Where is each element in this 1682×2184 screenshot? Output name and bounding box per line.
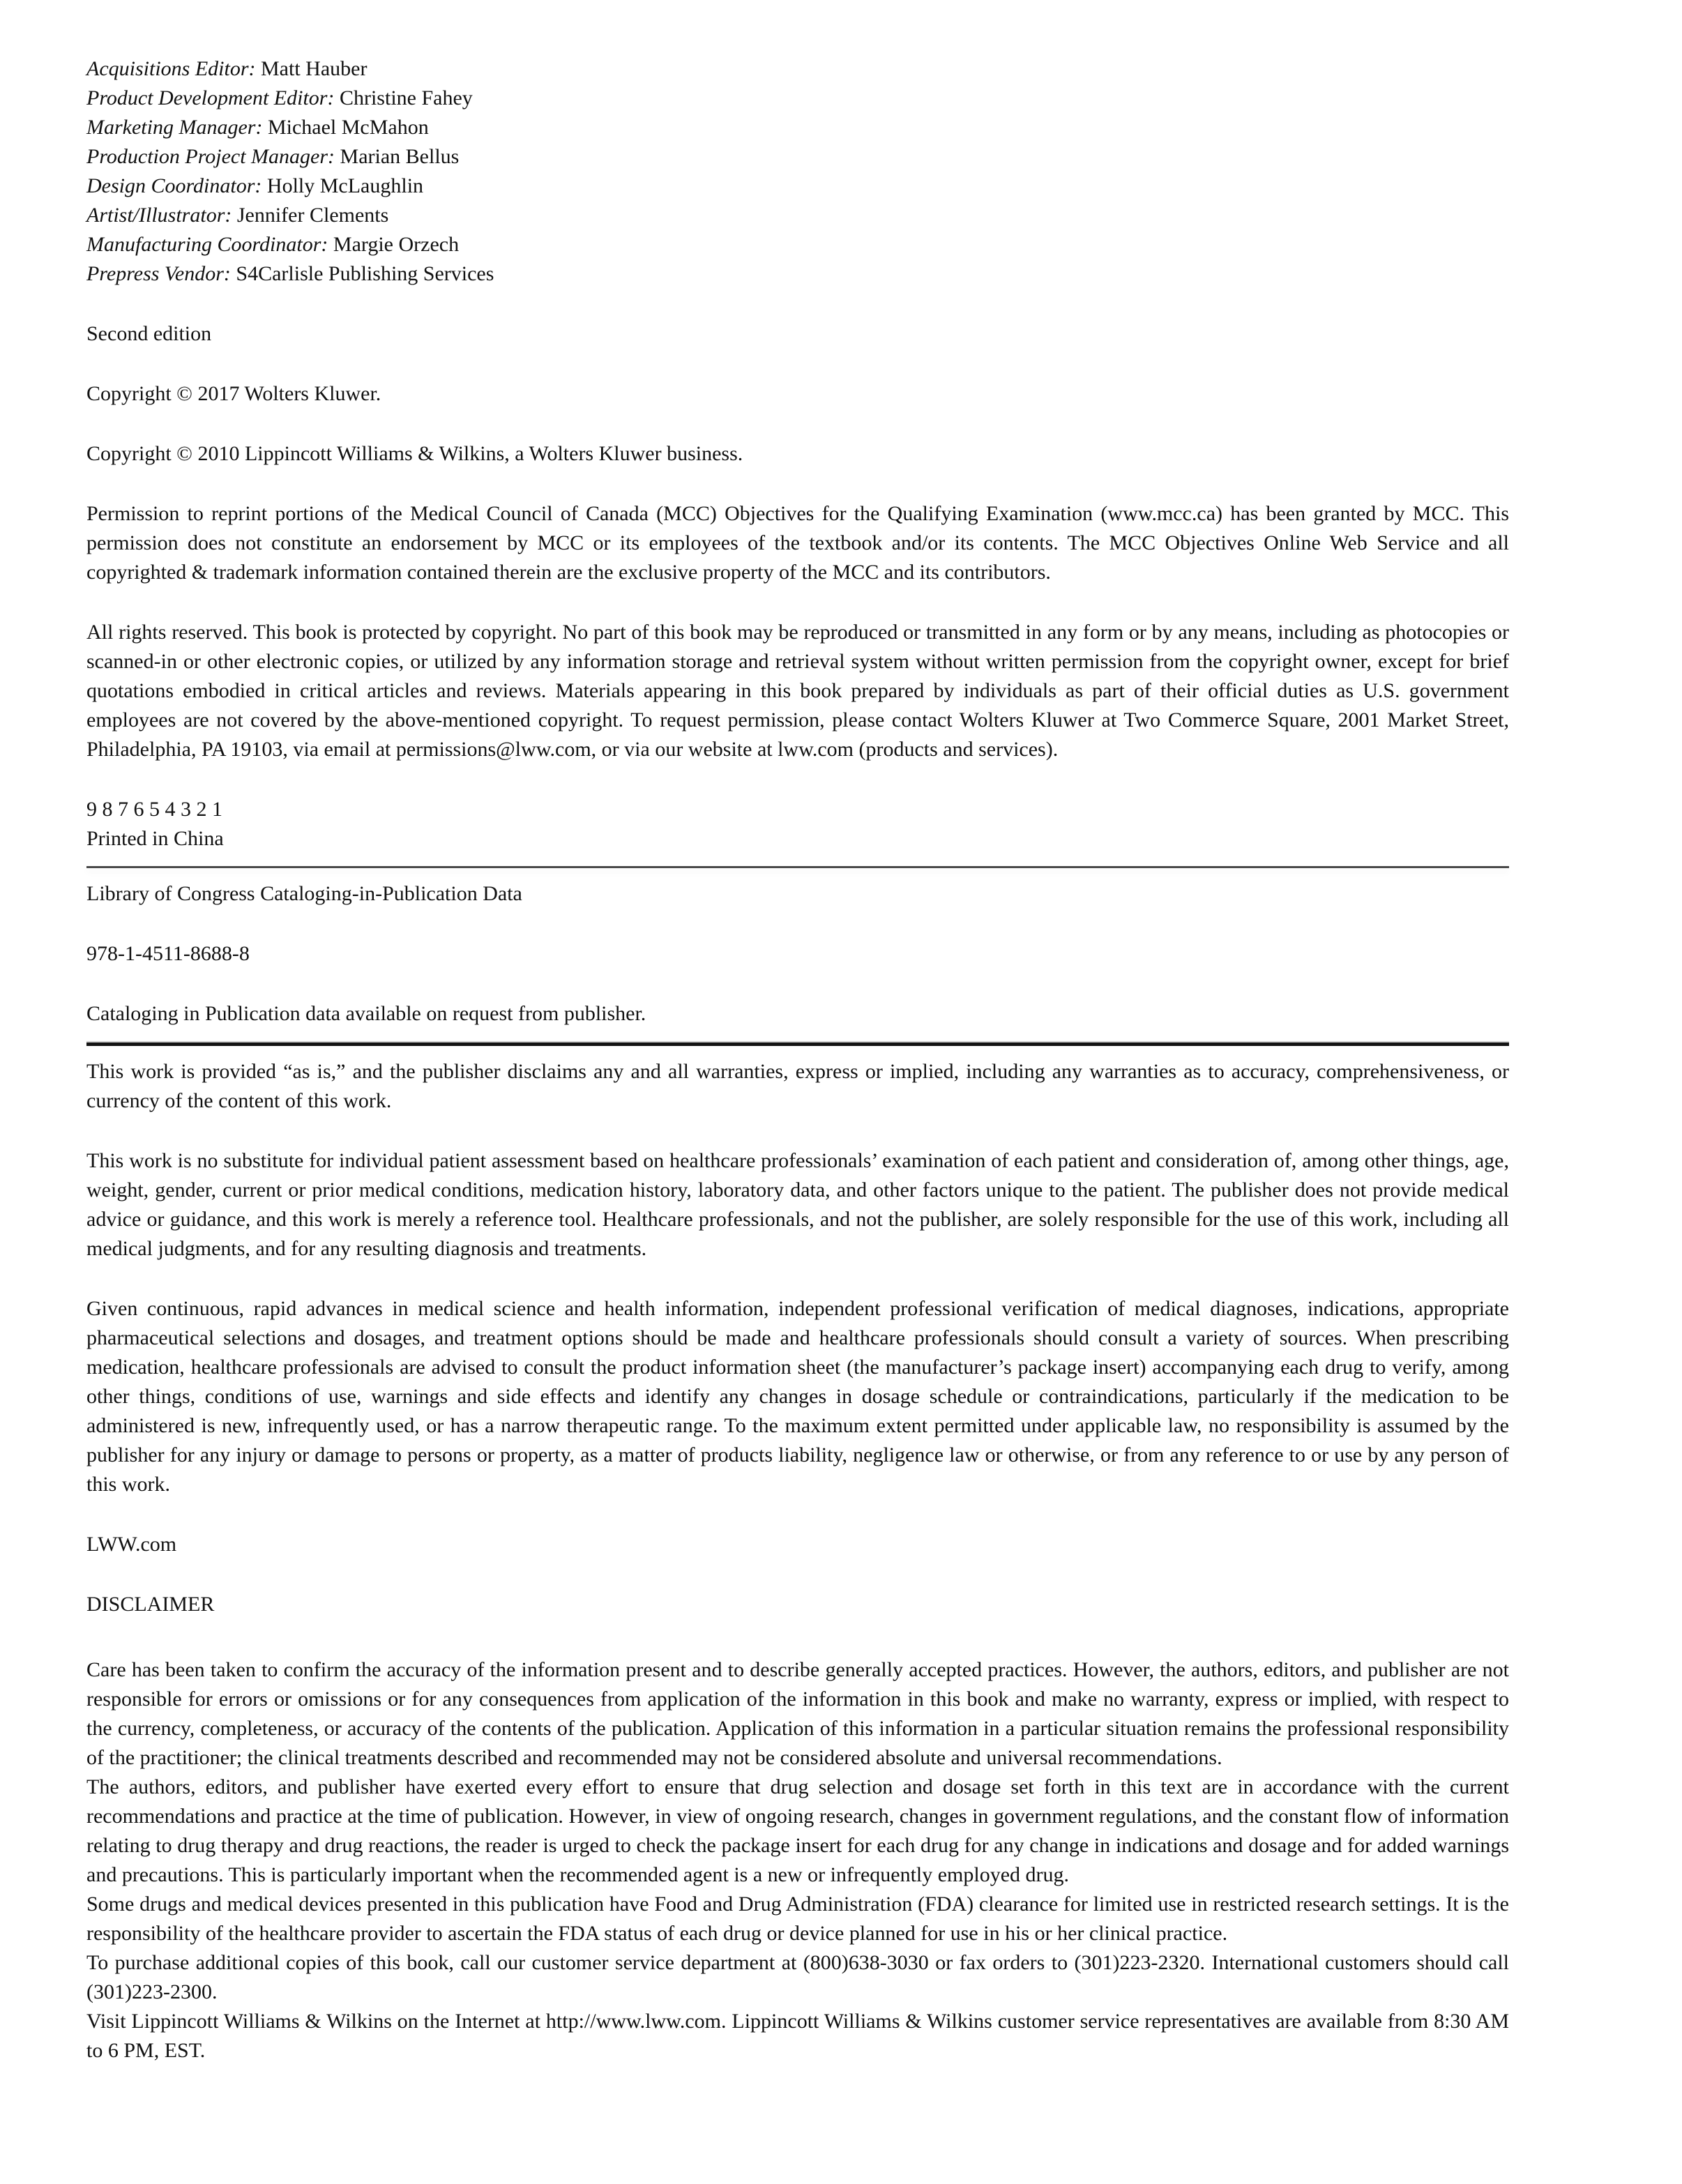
credit-label: Design Coordinator: [86, 174, 262, 197]
copyright-2010-line: Copyright © 2010 Lippincott Williams & Wilkins, a Wolters Kluwer business. [86, 442, 743, 465]
credit-label: Prepress Vendor: [86, 262, 231, 285]
copyright-2017-line: Copyright © 2017 Wolters Kluwer. [86, 382, 381, 405]
disclaimer-paragraph-accuracy: Care has been taken to confirm the accuracy of the information present and to describe generally accepted practices. However, the authors, editors, and publisher are not responsible for errors or omissions or for any consequences from application of the information in this book and make no warranty, express or implied, with respect to the currency, completeness, or accuracy of the contents of the publication. Application of this information in a particular situation remains the professional responsibility of the practitioner; the clinical treatments described and recommended may not be considered absolute and universal recommendations. [86, 1658, 1509, 1769]
lww-site-line: LWW.com [86, 1533, 177, 1556]
disclaimer-paragraph-purchase: To purchase additional copies of this book, call our customer service department at (800)638-3030 or fax orders to (301)223-2320. International customers should call (301)223-2300. [86, 1951, 1509, 2003]
credit-value: Jennifer Clements [236, 204, 389, 227]
disclaimer-body [86, 1655, 1509, 2065]
credit-label: Marketing Manager: [86, 116, 263, 139]
printing-block [86, 795, 1509, 854]
credit-line-prepress-vendor [86, 259, 1509, 289]
credit-line-manufacturing-coordinator [86, 230, 1509, 259]
mcc-permission-paragraph: Permission to reprint portions of the Medical Council of Canada (MCC) Objectives for the Qualifying Examination (www.mcc.ca) has been granted by MCC. This permission does not constitute an endorsement by MCC or its employees of the textbook and/or its contents. The MCC Objectives Online Web Service and all copyrighted & trademark information contained therein are the exclusive property of the MCC and its contributors. [86, 502, 1509, 584]
credit-value: S4Carlisle Publishing Services [236, 262, 494, 285]
credit-line-marketing-manager [86, 113, 1509, 142]
printed-in-line: Printed in China [86, 827, 224, 850]
disclaimer-paragraph-fda: Some drugs and medical devices presented in this publication have Food and Drug Administration (FDA) clearance for limited use in restricted research settings. It is the responsibility of the healthcare provider to ascertain the FDA status of each drug or device planned for use in his or her clinical practice. [86, 1893, 1509, 1945]
credit-value: Holly McLaughlin [266, 174, 424, 197]
credit-line-design-coordinator [86, 172, 1509, 201]
advances-notice-paragraph: Given continuous, rapid advances in medical science and health information, independent professional verification of medical diagnoses, indications, appropriate pharmaceutical selections and dosages, and treatment options should be made and healthcare professionals should consult a variety of sources. When prescribing medication, healthcare professionals are advised to consult the product information sheet (the manufacturer’s package insert) accompanying each drug to verify, among other things, conditions of use, warnings and side effects and identify any changes in dosage schedule or contraindications, particularly if the medication to be administered is new, infrequently used, or has a narrow therapeutic range. To the maximum extent permitted under applicable law, no responsibility is assumed by the publisher for any injury or damage to persons or property, as a matter of products liability, negligence law or otherwise, or from any reference to or use by any person of this work. [86, 1297, 1509, 1496]
credit-value: Margie Orzech [333, 233, 460, 256]
credit-value: Michael McMahon [267, 116, 429, 139]
credit-value: Matt Hauber [261, 57, 368, 80]
printing-numbers-line: 9 8 7 6 5 4 3 2 1 [86, 798, 222, 821]
credit-label: Production Project Manager: [86, 145, 335, 168]
credit-label: Manufacturing Coordinator: [86, 233, 328, 256]
credit-line-acquisitions-editor [86, 54, 1509, 84]
credits-block [86, 54, 1509, 289]
disclaimer-heading: DISCLAIMER [86, 1593, 215, 1616]
credit-line-production-project-manager [86, 142, 1509, 172]
credit-value: Christine Fahey [339, 86, 473, 109]
edition-line: Second edition [86, 322, 212, 345]
isbn-line: 978-1-4511-8688-8 [86, 942, 250, 965]
warranty-disclaimer-paragraph: This work is provided “as is,” and the publisher disclaims any and all warranties, express or implied, including any warranties as to accuracy, comprehensiveness, or currency of the content of this work. [86, 1060, 1509, 1112]
credit-value: Marian Bellus [340, 145, 460, 168]
horizontal-rule-bottom [86, 1041, 1509, 1046]
loc-heading: Library of Congress Cataloging-in-Publication Data [86, 882, 522, 905]
no-substitute-paragraph: This work is no substitute for individual patient assessment based on healthcare professionals’ examination of each patient and consideration of, among other things, age, weight, gender, current or prior medical conditions, medication history, laboratory data, and other factors unique to the patient. The publisher does not provide medical advice or guidance, and this work is merely a reference tool. Healthcare professionals, and not the publisher, are solely responsible for the use of this work, including all medical judgments, and for any resulting diagnosis and treatments. [86, 1149, 1509, 1260]
horizontal-rule-top [86, 866, 1509, 868]
credit-line-product-development-editor [86, 84, 1509, 113]
credit-label: Product Development Editor: [86, 86, 335, 109]
credit-line-artist-illustrator [86, 201, 1509, 230]
disclaimer-paragraph-visit-website: Visit Lippincott Williams & Wilkins on the Internet at http://www.lww.com. Lippincott Williams & Wilkins customer service representatives are available from 8:30 AM to 6 PM, EST. [86, 2010, 1509, 2062]
disclaimer-paragraph-drug-dosage: The authors, editors, and publisher have exerted every effort to ensure that drug selection and dosage set forth in this text are in accordance with the current recommendations and practice at the time of publication. However, in view of ongoing research, changes in government regulations, and the constant flow of information relating to drug therapy and drug reactions, the reader is urged to check the package insert for each drug for any change in indications and dosage and for added warnings and precautions. This is particularly important when the recommended agent is a new or infrequently employed drug. [86, 1775, 1509, 1886]
credit-label: Artist/Illustrator: [86, 204, 232, 227]
cataloging-note-line: Cataloging in Publication data available on request from publisher. [86, 1002, 646, 1025]
rights-reserved-paragraph: All rights reserved. This book is protected by copyright. No part of this book may be reproduced or transmitted in any form or by any means, including as photocopies or scanned-in or other electronic copies, or utilized by any information storage and retrieval system without written permission from the copyright owner, except for brief quotations embodied in critical articles and reviews. Materials appearing in this book prepared by individuals as part of their official duties as U.S. government employees are not covered by the above-mentioned copyright. To request permission, please contact Wolters Kluwer at Two Commerce Square, 2001 Market Street, Philadelphia, PA 19103, via email at permissions@lww.com, or via our website at lww.com (products and services). [86, 621, 1509, 761]
credit-label: Acquisitions Editor: [86, 57, 256, 80]
